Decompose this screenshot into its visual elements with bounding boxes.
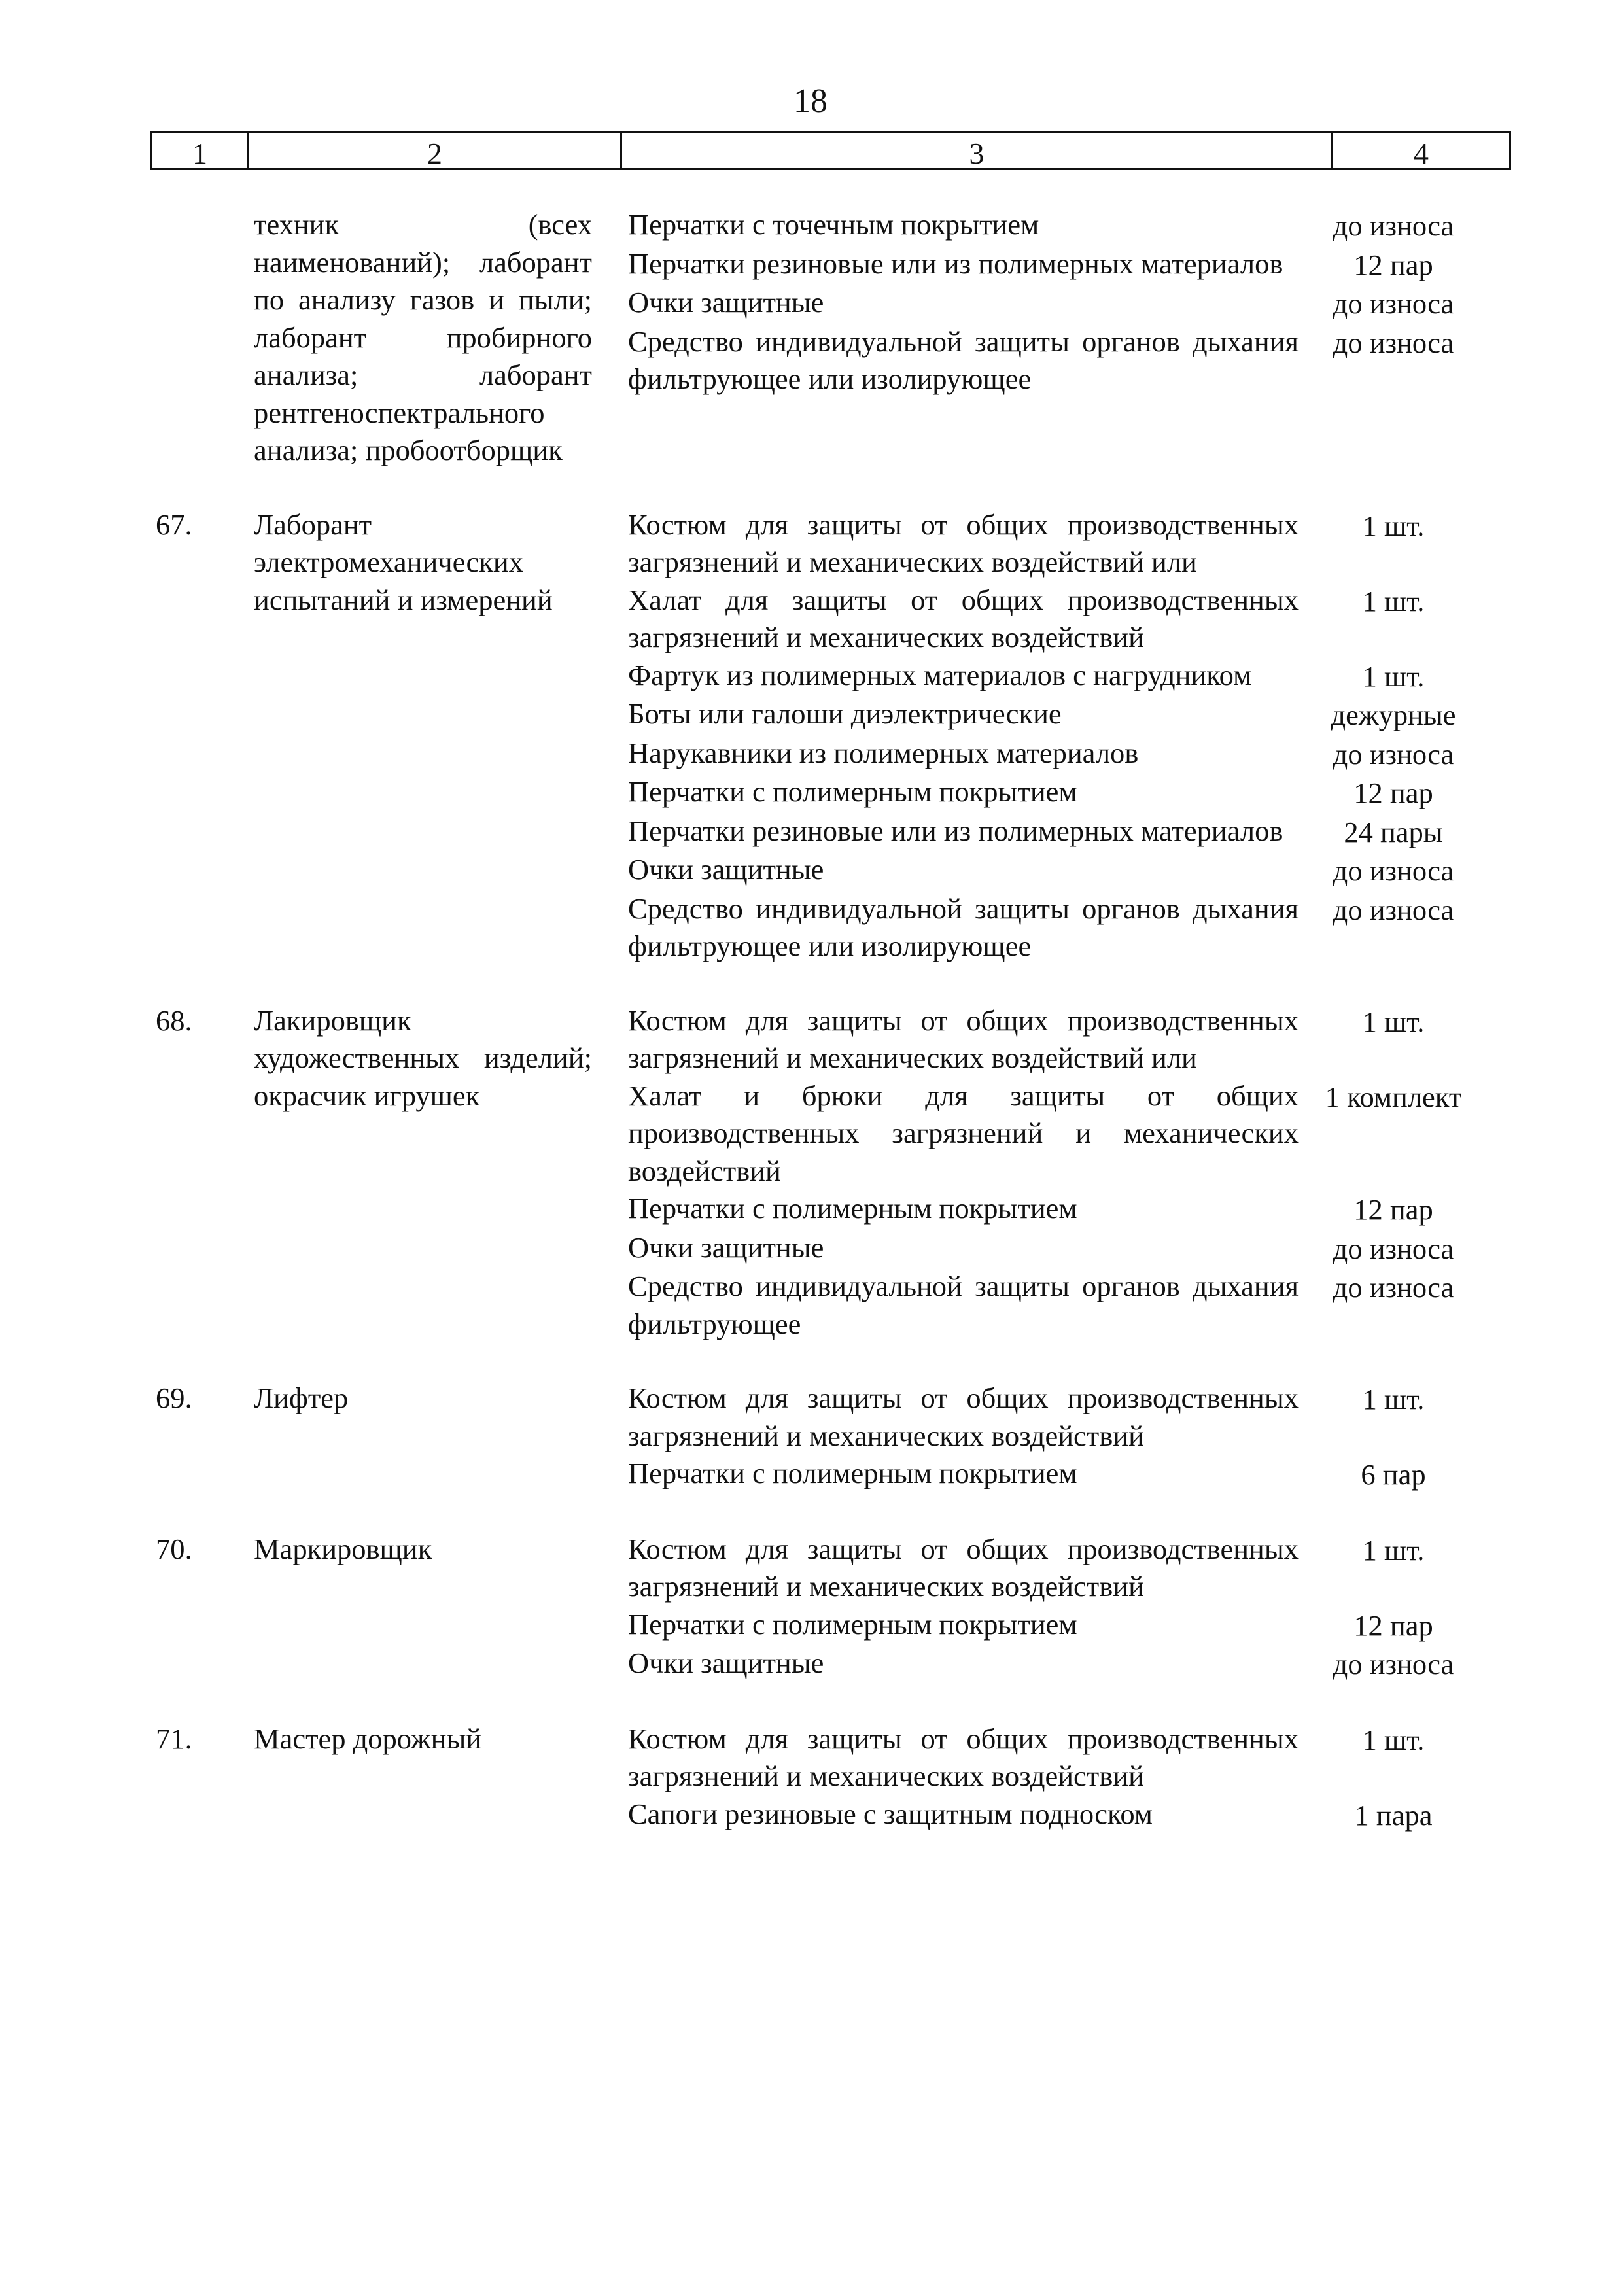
issue-norm: 1 пара bbox=[1354, 1798, 1433, 1832]
ppe-item-name: Перчатки с полимерным покрытием bbox=[628, 1457, 1077, 1489]
issue-norm: до износа bbox=[1333, 326, 1454, 359]
issue-norm: 1 шт. bbox=[1362, 1005, 1425, 1038]
page-number: 18 bbox=[793, 82, 828, 120]
profession-name: Лакировщик художественных изделий; окрасчик игрушек bbox=[254, 1003, 592, 1112]
ppe-item-name: Халат и брюки для защиты от общих производственных загрязнений и механических воздействий bbox=[628, 1079, 1299, 1187]
issue-norm: до износа bbox=[1333, 209, 1454, 242]
issue-norm: 1 шт. bbox=[1362, 584, 1425, 617]
issue-norm: 1 шт. bbox=[1362, 1533, 1425, 1567]
list-item bbox=[628, 1002, 1511, 1077]
list-item bbox=[628, 812, 1511, 852]
list-item bbox=[628, 506, 1511, 582]
ppe-item-name: Средство индивидуальной защиты органов дыхания фильтрующее или изолирующее bbox=[628, 892, 1299, 962]
profession-name: Лаборант электромеханических испытаний и измерений bbox=[254, 508, 553, 616]
list-item bbox=[628, 1380, 1511, 1455]
ppe-item-name: Очки защитные bbox=[628, 1646, 824, 1679]
list-item bbox=[628, 773, 1511, 812]
issue-norm: 1 комплект bbox=[1325, 1080, 1462, 1113]
ppe-item-name: Перчатки с полимерным покрытием bbox=[628, 775, 1077, 808]
issue-norm: дежурные bbox=[1331, 699, 1456, 731]
header-col-4: 4 bbox=[1414, 136, 1429, 170]
ppe-item-name: Нарукавники из полимерных материалов bbox=[628, 736, 1139, 769]
ppe-list bbox=[592, 1720, 1511, 1835]
issue-norm: до износа bbox=[1333, 1232, 1454, 1265]
table-row bbox=[150, 206, 1511, 470]
table-row bbox=[150, 1002, 1511, 1344]
ppe-item-name: Перчатки резиновые или из полимерных материалов bbox=[628, 247, 1283, 280]
list-item bbox=[628, 206, 1511, 245]
list-item bbox=[628, 890, 1511, 965]
list-item bbox=[628, 657, 1511, 696]
table-row bbox=[150, 1720, 1511, 1835]
issue-norm: до износа bbox=[1333, 854, 1454, 887]
list-item bbox=[628, 1796, 1511, 1835]
issue-norm: 12 пар bbox=[1353, 1193, 1433, 1226]
table-row bbox=[150, 1531, 1511, 1684]
issue-norm: 1 шт. bbox=[1362, 1723, 1425, 1756]
list-item bbox=[628, 1229, 1511, 1268]
issue-norm: до износа bbox=[1333, 1648, 1454, 1680]
column-number-header bbox=[150, 131, 1511, 170]
list-item bbox=[628, 1077, 1511, 1191]
ppe-list bbox=[592, 206, 1511, 470]
list-item bbox=[628, 1720, 1511, 1796]
list-item bbox=[628, 1644, 1511, 1684]
ppe-list bbox=[592, 1380, 1511, 1494]
issue-norm: 24 пары bbox=[1344, 815, 1443, 848]
ppe-item-name: Костюм для защиты от общих производственных загрязнений и механических воздействий bbox=[628, 1532, 1299, 1603]
ppe-item-name: Перчатки с полимерным покрытием bbox=[628, 1192, 1077, 1225]
row-number bbox=[150, 206, 242, 470]
row-number: 69. bbox=[156, 1382, 192, 1414]
ppe-item-name: Костюм для защиты от общих производственных загрязнений и механических воздействий или bbox=[628, 1003, 1299, 1074]
issue-norm: до износа bbox=[1333, 287, 1454, 320]
ppe-item-name: Костюм для защиты от общих производственных загрязнений и механических воздействий bbox=[628, 1382, 1299, 1452]
ppe-item-name: Перчатки резиновые или из полимерных материалов bbox=[628, 814, 1283, 847]
profession-name: Маркировщик bbox=[254, 1532, 432, 1565]
profession-name: техник (всех наименований); лаборант по анализу газов и пыли; лаборант пробирного анализа; лаборант рентгеноспектрального анализа; пробоотборщик bbox=[254, 208, 592, 466]
ppe-item-name: Средство индивидуальной защиты органов дыхания фильтрующее или изолирующее bbox=[628, 324, 1299, 395]
list-item bbox=[628, 735, 1511, 774]
row-number: 71. bbox=[156, 1722, 192, 1755]
profession-name: Мастер дорожный bbox=[254, 1722, 482, 1755]
ppe-item-name: Средство индивидуальной защиты органов дыхания фильтрующее bbox=[628, 1270, 1299, 1340]
issue-norm: 1 шт. bbox=[1362, 1383, 1425, 1416]
ppe-item-name: Фартук из полимерных материалов с нагрудником bbox=[628, 658, 1252, 691]
profession-name: Лифтер bbox=[254, 1382, 349, 1414]
ppe-item-name: Костюм для защиты от общих производственных загрязнений и механических воздействий bbox=[628, 1722, 1299, 1792]
list-item bbox=[628, 1190, 1511, 1229]
ppe-item-name: Халат для защиты от общих производственных загрязнений и механических воздействий bbox=[628, 583, 1299, 653]
issue-norm: 12 пар bbox=[1353, 776, 1433, 809]
list-item bbox=[628, 1531, 1511, 1606]
ppe-list bbox=[592, 1531, 1511, 1684]
row-number: 67. bbox=[156, 508, 192, 541]
ppe-item-name: Очки защитные bbox=[628, 286, 824, 319]
issue-norm: 1 шт. bbox=[1362, 659, 1425, 693]
ppe-item-name: Перчатки с точечным покрытием bbox=[628, 208, 1039, 241]
issue-norm: до износа bbox=[1333, 737, 1454, 771]
table-row bbox=[150, 506, 1511, 965]
header-col-2: 2 bbox=[249, 133, 622, 168]
issue-norm: 6 пар bbox=[1361, 1458, 1426, 1491]
list-item bbox=[628, 851, 1511, 890]
list-item bbox=[628, 1268, 1511, 1343]
list-item bbox=[628, 695, 1511, 735]
header-col-3: 3 bbox=[622, 133, 1333, 168]
list-item bbox=[628, 582, 1511, 657]
issue-norm: до износа bbox=[1333, 893, 1454, 926]
row-number: 70. bbox=[156, 1532, 192, 1565]
ppe-item-name: Костюм для защиты от общих производственных загрязнений и механических воздействий или bbox=[628, 508, 1299, 578]
issue-norm: до износа bbox=[1333, 1271, 1454, 1304]
ppe-item-name: Очки защитные bbox=[628, 1230, 824, 1264]
issue-norm: 12 пар bbox=[1353, 248, 1433, 281]
table-row bbox=[150, 1380, 1511, 1494]
list-item bbox=[628, 1606, 1511, 1645]
ppe-item-name: Очки защитные bbox=[628, 853, 824, 886]
ppe-list bbox=[592, 506, 1511, 965]
list-item bbox=[628, 245, 1511, 285]
list-item bbox=[628, 1455, 1511, 1494]
ppe-norms-table bbox=[150, 206, 1511, 1871]
ppe-list bbox=[592, 1002, 1511, 1344]
list-item bbox=[628, 284, 1511, 323]
issue-norm: 12 пар bbox=[1353, 1609, 1433, 1642]
list-item bbox=[628, 323, 1511, 398]
row-number: 68. bbox=[156, 1003, 192, 1037]
ppe-item-name: Боты или галоши диэлектрические bbox=[628, 697, 1062, 730]
ppe-item-name: Сапоги резиновые с защитным подноском bbox=[628, 1797, 1153, 1830]
issue-norm: 1 шт. bbox=[1362, 509, 1425, 542]
header-col-1: 1 bbox=[152, 133, 249, 168]
ppe-item-name: Перчатки с полимерным покрытием bbox=[628, 1607, 1077, 1641]
